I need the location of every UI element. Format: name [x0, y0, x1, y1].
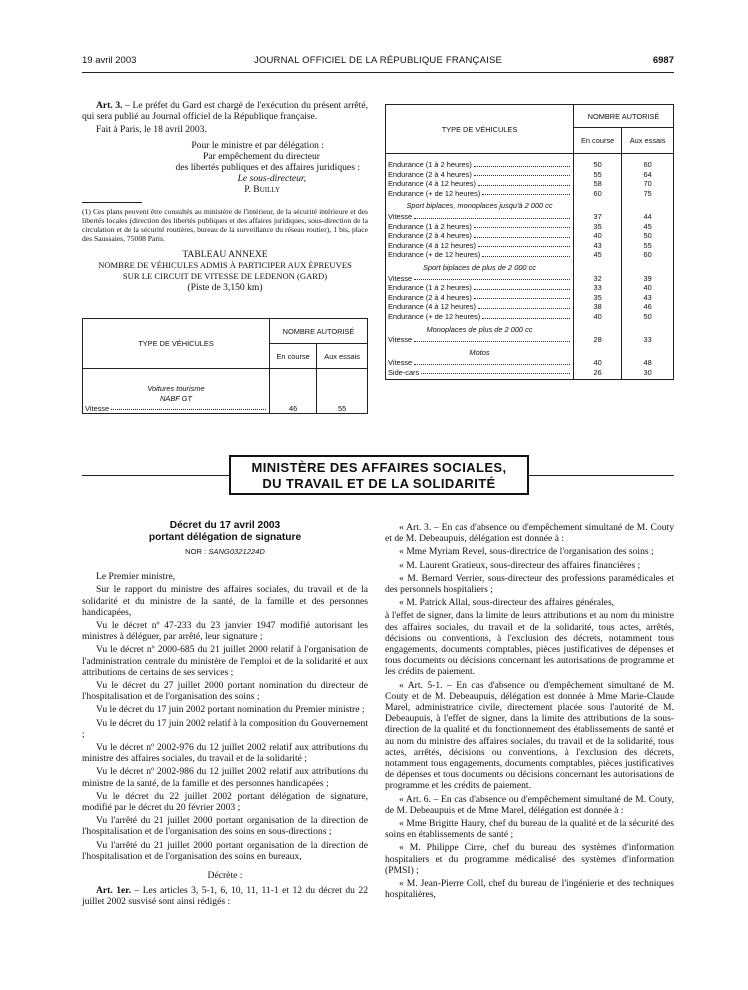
row-label: Endurance (4 à 12 heures) [388, 179, 476, 189]
row-label: Endurance (1 à 2 heures) [388, 160, 472, 169]
row-essais: 39 [643, 273, 652, 283]
row-course: 38 [593, 302, 602, 312]
decree-paragraph: Vu le décret du 22 juillet 2002 portant délégation de signature, modifié par le décret du 20 février 2003 ; [82, 790, 368, 814]
section-title: Sport biplaces de plus de 2 000 cc [423, 262, 536, 272]
banner-line-2: DU TRAVAIL ET DE LA SOLIDARITÉ [262, 476, 496, 491]
essais-cell [622, 154, 674, 380]
row-label: Endurance (2 à 4 heures) [388, 169, 472, 179]
decree-paragraph: à l'effet de signer, dans la limite de leurs attributions et au nom du ministre des affaires sociales, du travail et de la solidarité, tous actes, arrêtés, décisions ou conventions, à l'exclusion des décrets, notamment tous engagements, documents comptables, pièces justificatives de dépenses et tous documents ou décisions concernant les autorisations de programme et les crédits de paiement. [385, 610, 674, 678]
row-essais: 55 [643, 240, 652, 250]
row-course: 35 [593, 221, 602, 231]
row-course: 43 [593, 240, 602, 250]
row-essais: 60 [643, 250, 652, 260]
row-course: 60 [593, 188, 602, 198]
col-course-header: En course [270, 344, 317, 369]
decree-paragraph: Vu le décret nº 2002-986 du 12 juillet 2002 relatif aux attributions du ministre de la santé, de la famille et des personnes handicapées ; [82, 766, 368, 789]
annex-subtitle-2: SUR LE CIRCUIT DE VITESSE DE LEDENON (GARD) [122, 271, 328, 282]
decree-paragraph: Vu le décret nº 47-233 du 23 janvier 1947 modifié autorisant les ministres à déléguer, par arrêté, leur signature ; [82, 620, 368, 643]
row-label: Endurance (+ de 12 heures) [388, 188, 481, 198]
table-row [386, 358, 573, 368]
decree-title: Décret du 17 avril 2003 [169, 520, 281, 531]
nor-line [82, 546, 368, 557]
row-label: Endurance (4 à 12 heures) [388, 240, 476, 250]
col-type-header: TYPE DE VÉHICULES [83, 319, 270, 369]
row-essais: 44 [643, 211, 652, 221]
decree-right-paragraphs [385, 522, 674, 901]
decree-right-column [385, 522, 674, 901]
row-essais: 50 [643, 231, 652, 241]
table-row [386, 250, 573, 260]
decree-paragraph: « Art. 5-1. – En cas d'absence ou d'empêchement simultané de M. Couty et de M. Debeaupuis, délégation est donnée à Mme Marie-Claude Marel, administratrice civile, directement placée sous l'autorité de M. Debeaupuis, à l'effet de signer, dans la limite des attributions de la sous-direction de la qualité et du fonctionnement des établissements de santé et au nom du ministre des affaires sociales, du travail et de la solidarité, tous actes, arrêtés, décisions ou conventions, à l'exclusion des décrets, notamment tous engagements, documents comptables, pièces justificatives de dépenses et tous documents ou décisions concernant les autorisations de programme et les crédits de paiement. [385, 679, 674, 792]
decree-paragraph: Vu le décret nº 2000-685 du 21 juillet 2000 relatif à l'organisation de l'administration centrale du ministère de l'emploi et de la solidarité et aux attributions de certains de ses services ; [82, 644, 368, 678]
sig-name: P. Builly [244, 184, 280, 196]
banner-rule-left [82, 475, 229, 476]
decree-paragraph: Vu l'arrêté du 21 juillet 2000 portant organisation de la direction de l'hospitalisation et de l'organisation des soins en bureaux, [82, 839, 368, 862]
row-label: Vitesse [388, 335, 413, 345]
row-label: Endurance (+ de 12 heures) [388, 250, 481, 260]
journal-title: JOURNAL OFFICIEL DE LA RÉPUBLIQUE FRANÇAISE [253, 55, 503, 66]
art3-label: Art. 3. [96, 100, 123, 111]
article-3 [82, 100, 368, 122]
col-type-header: TYPE DE VÉHICULES [386, 105, 574, 154]
row-course: 32 [593, 273, 602, 283]
decree-subtitle: portant délégation de signature [148, 532, 302, 543]
row-label: Endurance (2 à 4 heures) [388, 292, 472, 302]
table-row [386, 302, 573, 312]
footnote: (1) Ces plans peuvent être consultés au ministère de l'intérieur, de la sécurité intérieure et des libertés locales (direction des libertés publiques et des affaires juridiques, sous-direction de la circulation et de la sécurité routières, bureau de la surveillance du réseau routier), 1 bis, place des Saussaies, 75008 Paris. [82, 206, 368, 243]
table-row [386, 189, 573, 199]
table-row [386, 283, 573, 293]
header-date: 19 avril 2003 [82, 55, 137, 66]
row-essais: 40 [643, 283, 652, 293]
section-title: Motos [469, 347, 490, 357]
decree-paragraph: « M. Patrick Allal, sous-directeur des affaires générales, [399, 597, 615, 609]
table-row [386, 231, 573, 241]
table-row [83, 404, 269, 413]
table-row [386, 241, 573, 251]
section-subtitle: NABF GT [160, 394, 192, 403]
row-course: 46 [270, 369, 317, 414]
row-essais: 46 [643, 302, 652, 312]
done-at: Fait à Paris, le 18 avril 2003. [96, 124, 207, 136]
annex-title: TABLEAU ANNEXE [182, 248, 268, 260]
vehicle-table-right [385, 104, 674, 380]
decrete: Décrète : [207, 870, 243, 882]
row-essais: 33 [643, 335, 652, 345]
col-course-header: En course [574, 128, 622, 154]
row-course: 40 [593, 311, 602, 321]
row-essais: 48 [643, 358, 652, 368]
section-title: Sport biplaces, monoplaces jusqu'à 2 000 cc [406, 201, 553, 211]
decree-paragraph: Le Premier ministre, [96, 571, 176, 583]
vehicle-table-left [82, 318, 368, 414]
annex-piste: (Piste de 3,150 km) [187, 282, 263, 294]
decree-paragraph: Sur le rapport du ministre des affaires sociales, du travail et de la solidarité et du ministre de la santé, de la famille et des personnes handicapées, [82, 584, 368, 618]
table-row [386, 335, 573, 345]
table-row [386, 274, 573, 284]
row-course: 58 [593, 179, 602, 189]
row-course: 28 [593, 335, 602, 345]
page-header [82, 55, 674, 69]
decree-paragraph: « Mme Myriam Revel, sous-directrice de l'organisation des soins ; [399, 546, 654, 558]
decree-paragraph: « M. Bernard Verrier, sous-directeur des professions paramédicales et des personnels hospitaliers ; [385, 572, 674, 596]
row-course: 35 [593, 292, 602, 302]
decree-paragraph: « M. Philippe Cirre, chef du bureau des systèmes d'information hospitaliers et du programme médicalisé des systèmes d'information (PMSI) ; [385, 842, 674, 876]
sig-line-1: Pour le ministre et par délégation : [191, 139, 324, 151]
row-essais: 60 [643, 160, 652, 169]
page-number: 6987 [652, 55, 674, 66]
row-course: 40 [593, 231, 602, 241]
table-row [386, 170, 573, 180]
row-essais: 30 [643, 367, 652, 377]
row-label: Endurance (2 à 4 heures) [388, 231, 472, 241]
row-essais: 43 [643, 292, 652, 302]
decree-paragraph: Vu le décret du 27 juillet 2000 portant nomination du directeur de l'hospitalisation et de l'organisation des soins ; [82, 680, 368, 703]
row-essais: 50 [643, 311, 652, 321]
row-essais: 64 [643, 169, 652, 179]
section-title: Voitures tourisme [147, 384, 205, 393]
left-top-column [82, 100, 368, 293]
row-course: 55 [593, 169, 602, 179]
table-row [386, 312, 573, 322]
nor-value: SANG0321224D [208, 547, 265, 556]
table-row [386, 160, 573, 170]
col-nombre-header: NOMBRE AUTORISÉ [574, 105, 674, 128]
decree-left-paragraphs [82, 571, 368, 862]
nor-label: NOR : [185, 547, 209, 556]
sig-line-4: Le sous-directeur, [237, 173, 306, 185]
col-nombre-header: NOMBRE AUTORISÉ [270, 319, 368, 344]
decree-paragraph: Vu le décret du 17 juin 2002 relatif à la composition du Gouvernement ; [82, 717, 368, 740]
labels-cell [386, 154, 574, 380]
row-label: Endurance (4 à 12 heures) [388, 302, 476, 312]
signature-block [82, 140, 368, 196]
article-1 [82, 885, 368, 907]
banner-line-1: MINISTÈRE DES AFFAIRES SOCIALES, [251, 460, 507, 475]
decree-paragraph: Vu l'arrêté du 21 juillet 2000 portant organisation de la direction de l'hospitalisation et de l'organisation des soins en sous-directions ; [82, 815, 368, 838]
row-label: Endurance (1 à 2 heures) [388, 283, 472, 293]
row-label: Vitesse [388, 358, 413, 368]
table-row [386, 368, 573, 378]
decree-paragraph: « Art. 3. – En cas d'absence ou d'empêchement simultané de M. Couty et de M. Debeaupuis, délégation est donnée à : [385, 522, 674, 545]
footnote-rule [82, 202, 142, 203]
row-label: Side-cars [388, 367, 420, 377]
annex-subtitle-1: NOMBRE DE VÉHICULES ADMIS À PARTICIPER AUX ÉPREUVES [98, 259, 352, 270]
header-rule [82, 72, 674, 73]
row-essais: 70 [643, 179, 652, 189]
decree-paragraph: Vu le décret nº 2002-976 du 12 juillet 2002 relatif aux attributions du ministre des affaires sociales, du travail et de la solidarité ; [82, 742, 368, 765]
decree-left-column [82, 520, 368, 908]
sig-line-2: Par empêchement du directeur [203, 150, 320, 162]
table-row [386, 293, 573, 303]
row-course: 40 [593, 358, 602, 368]
col-essais-header: Aux essais [622, 128, 674, 154]
row-essais: 75 [643, 188, 652, 198]
decree-paragraph: « Art. 6. – En cas d'absence ou d'empêchement simultané de M. Couty, de M. Debeaupuis et de Mme Marel, délégation est donnée à : [385, 793, 674, 816]
section-title: Monoplaces de plus de 2 000 cc [426, 324, 533, 334]
row-label: Endurance (+ de 12 heures) [388, 311, 481, 321]
row-course: 50 [593, 160, 602, 169]
row-label: Vitesse [388, 211, 413, 221]
row-essais: 45 [643, 221, 652, 231]
col-essais-header: Aux essais [317, 344, 368, 369]
row-course: 37 [593, 211, 602, 221]
art1-text: – Les articles 3, 5-1, 6, 10, 11, 11-1 et 12 du décret du 22 juillet 2002 susvisé sont ainsi rédigés : [82, 885, 368, 908]
decree-paragraph: « M. Jean-Pierre Coll, chef du bureau de l'ingénierie et des techniques hospitalières, [385, 878, 674, 901]
art3-text: – Le préfet du Gard est chargé de l'exécution du présent arrêté, qui sera publié au Journal officiel de la République française. [82, 100, 369, 123]
sig-line-3: des libertés publiques et des affaires juridiques : [175, 162, 360, 174]
decree-paragraph: « Mme Brigitte Haury, chef du bureau de la qualité et de la sécurité des soins en établissements de santé ; [385, 818, 674, 841]
row-label: Vitesse [85, 404, 110, 413]
row-essais: 55 [317, 369, 368, 414]
row-label: Vitesse [388, 273, 413, 283]
row-course: 45 [593, 250, 602, 260]
ministry-banner [229, 455, 529, 495]
table-row [386, 179, 573, 189]
row-label: Endurance (1 à 2 heures) [388, 221, 472, 231]
row-course: 26 [593, 367, 602, 377]
art1-label: Art. 1er. [96, 885, 132, 897]
banner-rule-right [529, 475, 674, 476]
course-cell [574, 154, 622, 380]
row-course: 33 [593, 283, 602, 293]
table-row [386, 212, 573, 222]
table-row [386, 222, 573, 232]
decree-paragraph: Vu le décret du 17 juin 2002 portant nomination du Premier ministre ; [96, 704, 365, 716]
decree-paragraph: « M. Laurent Gratieux, sous-directeur des affaires financières ; [399, 559, 641, 571]
